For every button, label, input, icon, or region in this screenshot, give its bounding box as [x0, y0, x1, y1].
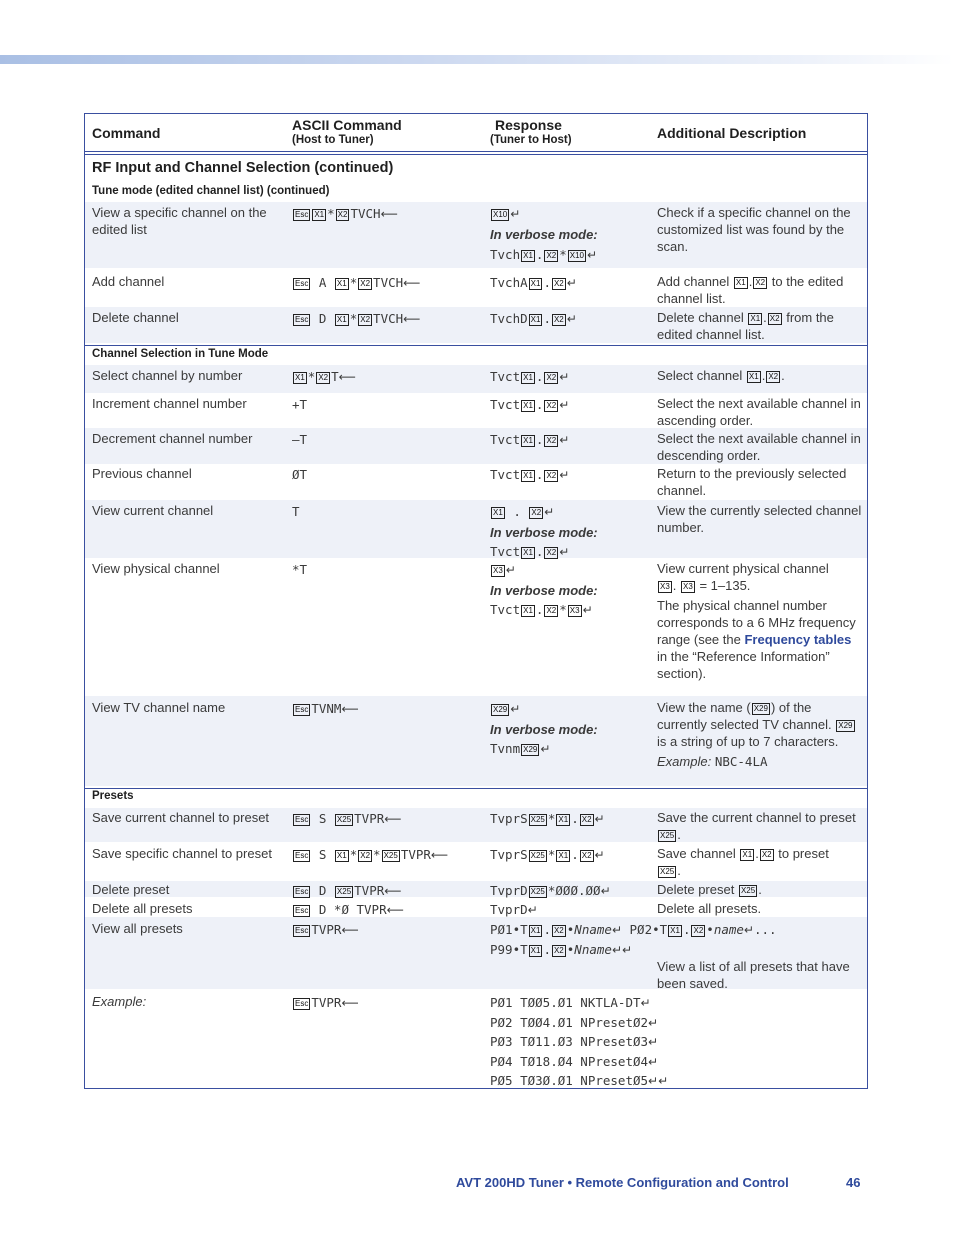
resp-decrement: Tvct X1 . X2 ↵	[490, 432, 570, 447]
resp-example: PØ1 TØØ5.Ø1 NKTLA-DT↵ PØ2 TØØ4.Ø1 NPresetØ2↵ PØ3 TØ11.Ø3 NPresetØ3↵ PØ4 TØ18.Ø4 NPresetØ4↵ PØ5 TØ3Ø.Ø1 NPresetØ5↵↵	[490, 995, 669, 1088]
ascii-delete-channel: Esc D X1 * X2 TVCH⟵	[295, 311, 421, 326]
resp-view-all: PØ1•T X1 . X2 •Nname↵ PØ2•T X1 . X2 •name↵... P99•T X1 . X2 •Nname↵↵	[490, 922, 777, 957]
cmd-delete-channel: Delete channel	[92, 310, 179, 325]
ascii-view-specific-channel: Esc X1 * X2 TVCH⟵	[295, 206, 398, 221]
ascii-save-specific: Esc S X1 * X2 * X25 TVPR⟵	[295, 847, 449, 862]
cmd-delete-preset: Delete preset	[92, 882, 170, 897]
resp-delete-channel: TvchD X1 . X2 ↵	[490, 311, 577, 326]
section-divider	[85, 345, 867, 346]
subsection-presets: Presets	[92, 790, 134, 802]
ascii-select-channel: X1 * X2 T⟵	[295, 369, 356, 384]
header-ascii-sub: (Host to Tuner)	[292, 134, 374, 146]
header-divider	[85, 154, 867, 155]
header-response-sub: (Tuner to Host)	[490, 134, 572, 146]
resp-previous: Tvct X1 . X2 ↵	[490, 467, 570, 482]
desc-delete-all: Delete all presets.	[657, 901, 762, 916]
cmd-view-all: View all presets	[92, 921, 183, 936]
cmd-add-channel: Add channel	[92, 274, 165, 289]
cmd-select-channel: Select channel by number	[92, 368, 243, 383]
resp-save-current: TvprS X25 * X1 . X2 ↵	[490, 811, 605, 826]
command-table	[84, 113, 868, 1089]
resp-delete-all: TvprD↵	[490, 902, 538, 917]
cmd-previous: Previous channel	[92, 466, 192, 481]
header-ascii: ASCII Command	[292, 117, 402, 133]
ascii-delete-all: Esc D *Ø TVPR⟵	[295, 902, 404, 917]
cmd-decrement: Decrement channel number	[92, 431, 253, 446]
cmd-view-tv-name: View TV channel name	[92, 700, 226, 715]
header-response: Response	[495, 117, 562, 133]
desc-decrement: Select the next available channel in descending order.	[657, 431, 861, 463]
ascii-previous: ØT	[292, 467, 308, 482]
desc-view-current: View the currently selected channel number.	[657, 503, 862, 535]
cmd-view-specific-channel: View a specific channel on the edited list	[92, 205, 267, 237]
resp-add-channel: TvchA X1 . X2 ↵	[490, 275, 577, 290]
desc-view-physical: View current physical channel X3 . X3 = 1–135. The physical channel number corresponds to a 6 MHz frequency range (see the Frequency tables in the “Reference Information” section).	[657, 561, 856, 681]
resp-increment: Tvct X1 . X2 ↵	[490, 397, 570, 412]
resp-delete-preset: TvprD X25 *ØØØ.ØØ↵	[490, 883, 611, 898]
desc-previous: Return to the previously selected channel.	[657, 466, 847, 498]
subsection-channel-selection: Channel Selection in Tune Mode	[92, 348, 269, 360]
cmd-save-specific: Save specific channel to preset	[92, 846, 272, 861]
cmd-view-physical: View physical channel	[92, 561, 220, 576]
section-title: RF Input and Channel Selection (continued)	[92, 160, 394, 176]
footer-title: AVT 200HD Tuner • Remote Configuration and Control	[456, 1175, 789, 1190]
desc-select-channel: Select channel X1 . X2 .	[657, 368, 785, 383]
ascii-decrement: –T	[292, 432, 308, 447]
cmd-example: Example:	[92, 994, 147, 1009]
desc-save-specific: Save channel X1 . X2 to preset X25 .	[657, 846, 829, 878]
ascii-save-current: Esc S X25 TVPR⟵	[295, 811, 402, 826]
header-description: Additional Description	[657, 125, 807, 141]
cmd-delete-all: Delete all presets	[92, 901, 193, 916]
ascii-increment: +T	[292, 397, 308, 412]
cmd-increment: Increment channel number	[92, 396, 247, 411]
top-accent-bar	[0, 55, 954, 64]
desc-save-current: Save the current channel to preset X25 .	[657, 810, 856, 842]
desc-view-specific-channel: Check if a specific channel on the customized list was found by the scan.	[657, 205, 851, 254]
desc-delete-channel: Delete channel X1 . X2 from the edited channel list.	[657, 310, 834, 342]
cmd-save-current: Save current channel to preset	[92, 810, 270, 825]
frequency-tables-link[interactable]: Frequency tables	[744, 632, 852, 647]
page-number: 46	[846, 1175, 861, 1190]
cmd-view-current: View current channel	[92, 503, 214, 518]
ascii-view-all: Esc TVPR⟵	[295, 922, 359, 937]
ascii-view-physical: *T	[292, 562, 308, 577]
resp-view-current: X1 . X2 ↵ In verbose mode: Tvct X1 . X2 ↵	[490, 504, 598, 559]
desc-view-tv-name: View the name ( X29 ) of the currently selected TV channel. X29 is a string of up to 7 characters. Example: NBC-4LA	[657, 700, 853, 769]
resp-save-specific: TvprS X25 * X1 . X2 ↵	[490, 847, 605, 862]
resp-view-physical: X3 ↵ In verbose mode: Tvct X1 . X2 * X3 ↵	[490, 563, 598, 617]
ascii-example: Esc TVPR⟵	[295, 995, 359, 1010]
resp-view-tv-name: X29 ↵ In verbose mode: Tvnm X29 ↵	[490, 702, 598, 756]
desc-increment: Select the next available channel in ascending order.	[657, 396, 861, 428]
ascii-view-current: T	[292, 504, 300, 519]
ascii-view-tv-name: Esc TVNM⟵	[295, 701, 359, 716]
header-command: Command	[92, 125, 161, 141]
desc-view-all: View a list of all presets that have been saved.	[657, 959, 850, 991]
resp-view-specific-channel: X10 ↵ In verbose mode: Tvch X1 . X2 * X10 ↵	[490, 207, 598, 262]
desc-add-channel: Add channel X1 . X2 to the edited channel list.	[657, 274, 844, 306]
subsection-tune-mode: Tune mode (edited channel list) (continued)	[92, 185, 330, 197]
section-divider	[85, 788, 867, 789]
ascii-delete-preset: Esc D X25 TVPR⟵	[295, 883, 402, 898]
desc-delete-preset: Delete preset X25 .	[657, 882, 762, 897]
resp-select-channel: Tvct X1 . X2 ↵	[490, 369, 570, 384]
ascii-add-channel: Esc A X1 * X2 TVCH⟵	[295, 275, 421, 290]
